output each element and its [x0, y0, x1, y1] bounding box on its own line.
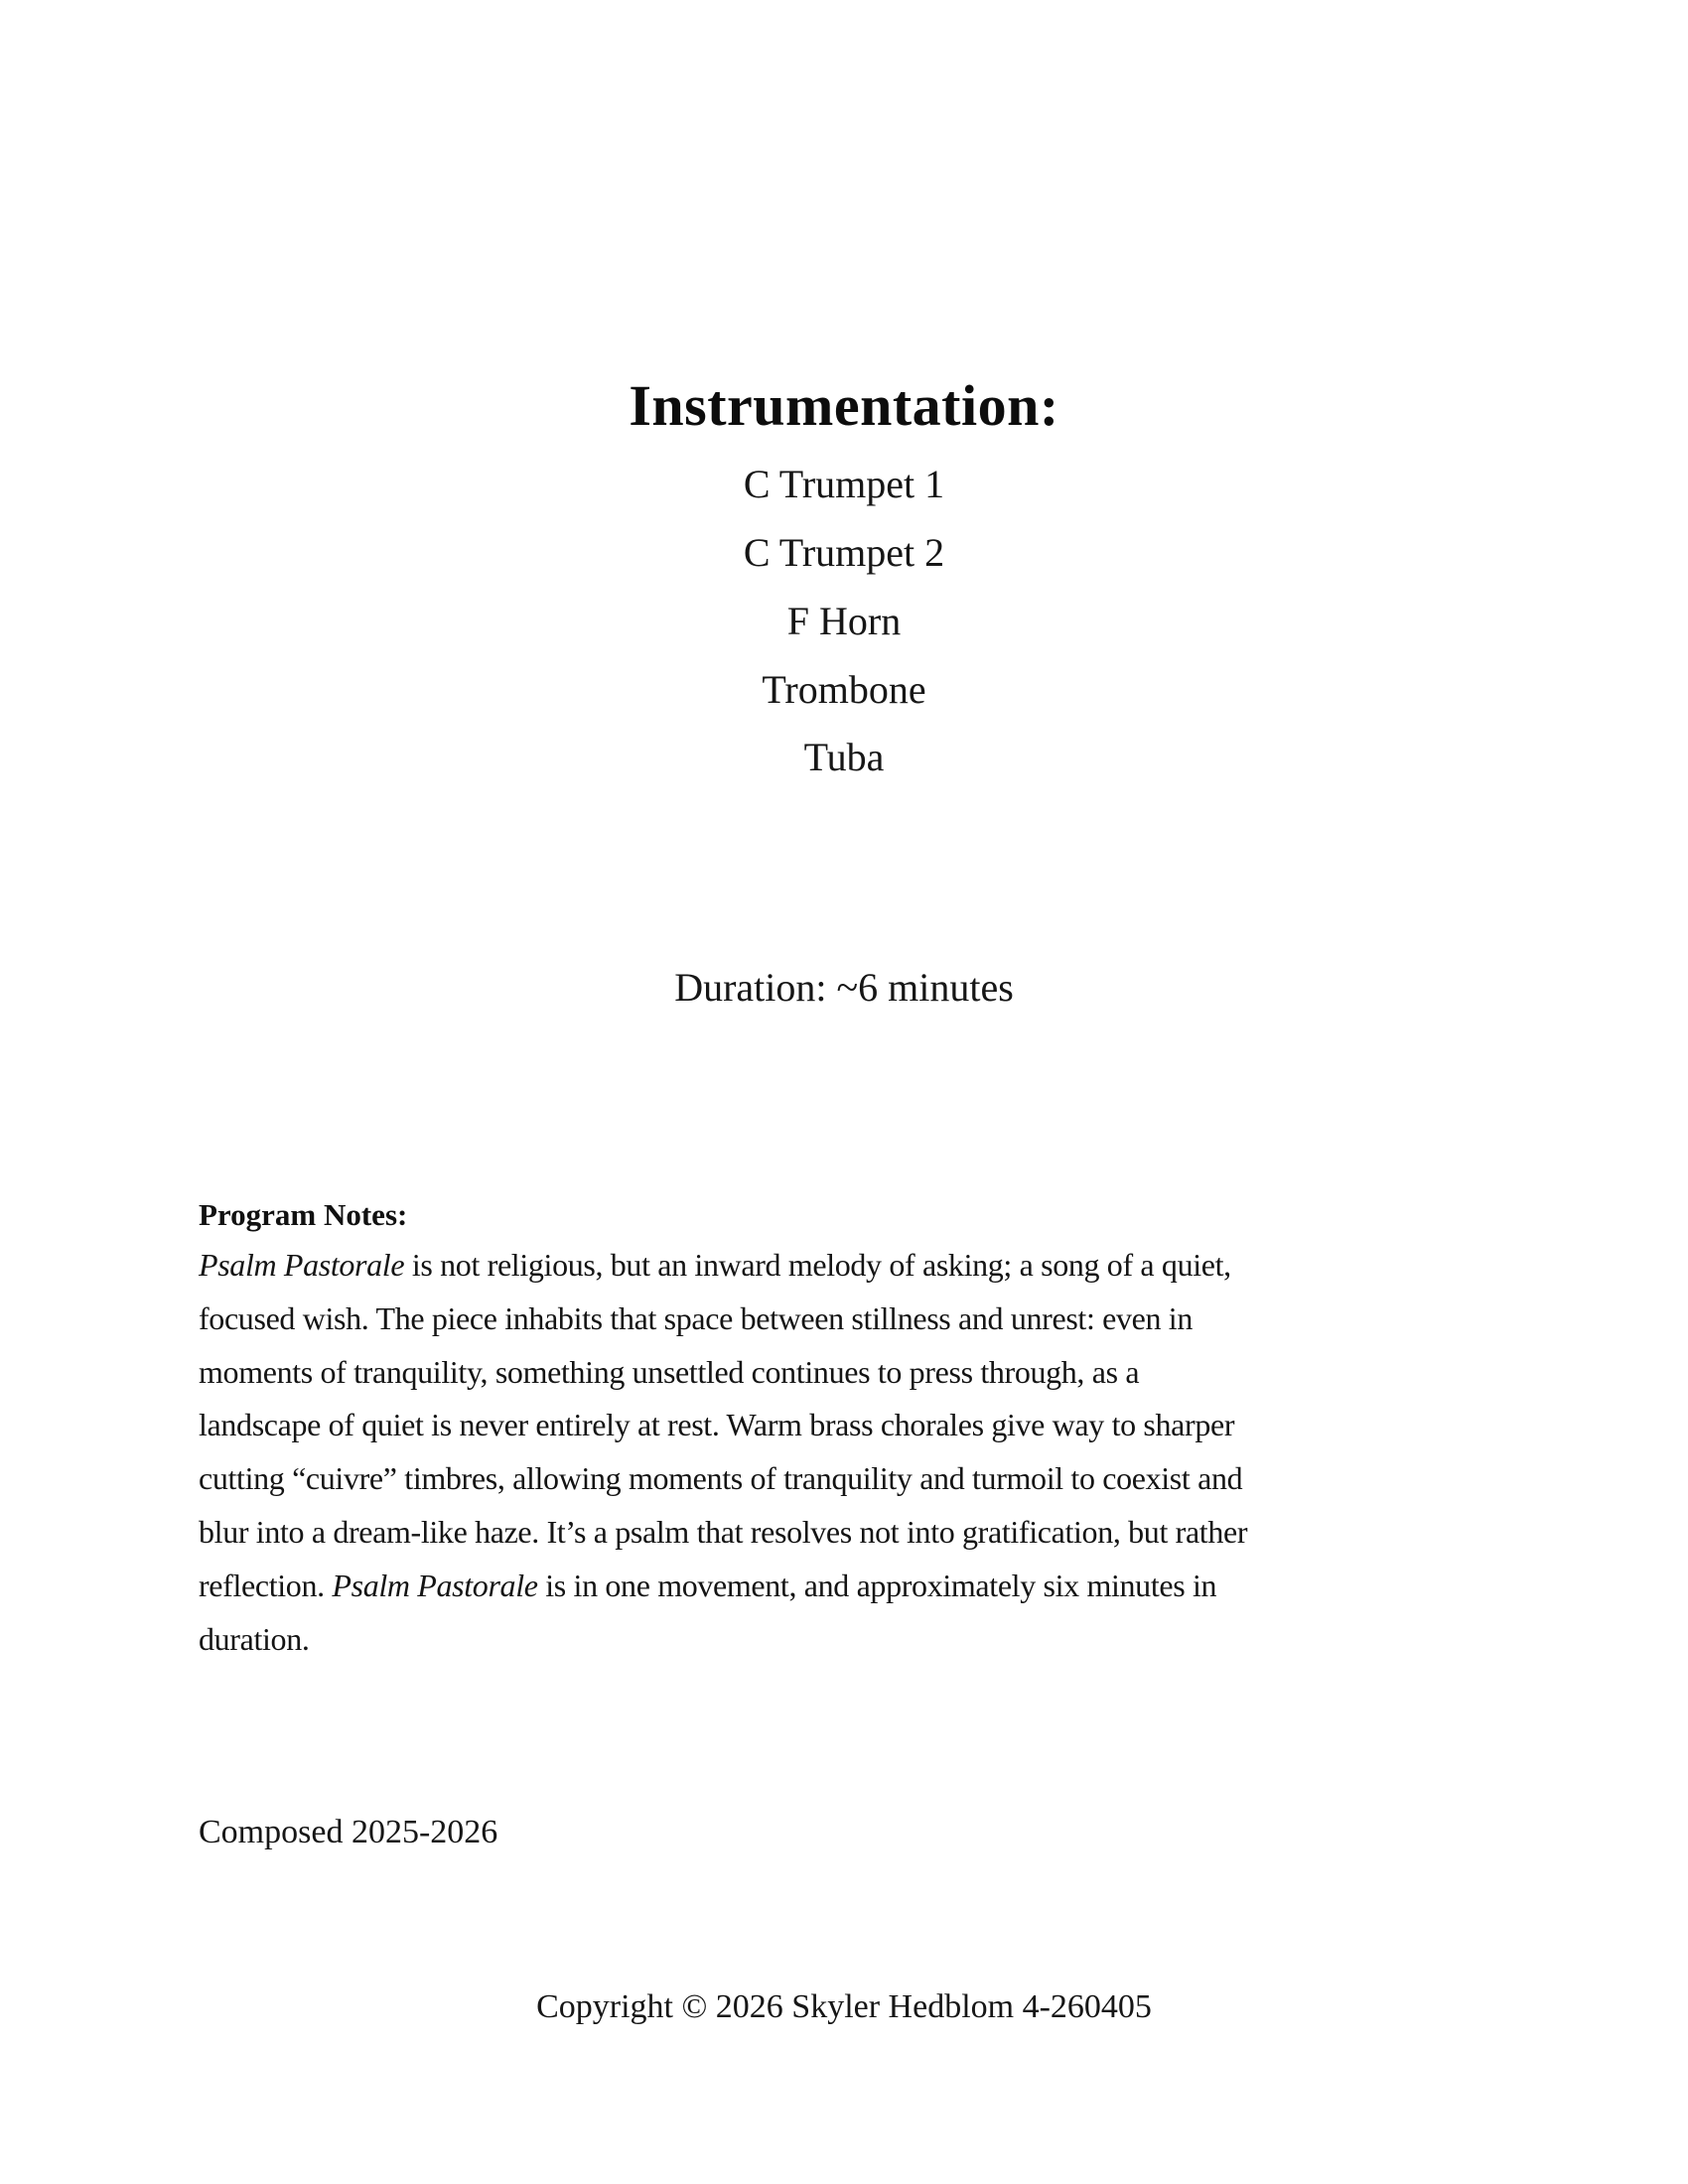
- program-notes-body: [199, 1239, 1489, 1666]
- note-line: focused wish. The piece inhabits that space between stillness and unrest: even in: [199, 1299, 1193, 1336]
- instrument-item: C Trumpet 2: [743, 530, 945, 575]
- note-line: [199, 1560, 1489, 1613]
- instrument-item: C Trumpet 1: [743, 462, 945, 506]
- instrument-item: Tuba: [803, 735, 885, 779]
- work-title: Psalm Pastorale: [199, 1247, 405, 1283]
- page-title: Instrumentation:: [629, 372, 1059, 438]
- note-line: [199, 1239, 1489, 1293]
- note-text: reflection.: [199, 1567, 333, 1603]
- note-line: cutting “cuivre” timbres, allowing moments of tranquility and turmoil to coexist and: [199, 1460, 1243, 1497]
- copyright-notice: Copyright © 2026 Skyler Hedblom 4-260405: [536, 1988, 1152, 2025]
- note-line: moments of tranquility, something unsettled continues to press through, as a: [199, 1353, 1140, 1390]
- note-line: landscape of quiet is never entirely at rest. Warm brass chorales give way to sharper: [199, 1407, 1235, 1443]
- note-text: is not religious, but an inward melody of asking; a song of a quiet,: [404, 1247, 1231, 1283]
- note-line: blur into a dream-like haze. It’s a psalm that resolves not into gratification, but rather: [199, 1513, 1248, 1550]
- duration-text: Duration: ~6 minutes: [674, 965, 1014, 1010]
- instrument-item: Trombone: [762, 667, 926, 712]
- work-title: Psalm Pastorale: [332, 1567, 538, 1603]
- program-notes-heading: Program Notes:: [199, 1197, 408, 1232]
- note-line: duration.: [199, 1620, 310, 1657]
- note-text: is in one movement, and approximately six minutes in: [537, 1567, 1217, 1603]
- instrument-item: F Horn: [786, 599, 902, 643]
- composed-date: Composed 2025-2026: [199, 1814, 498, 1850]
